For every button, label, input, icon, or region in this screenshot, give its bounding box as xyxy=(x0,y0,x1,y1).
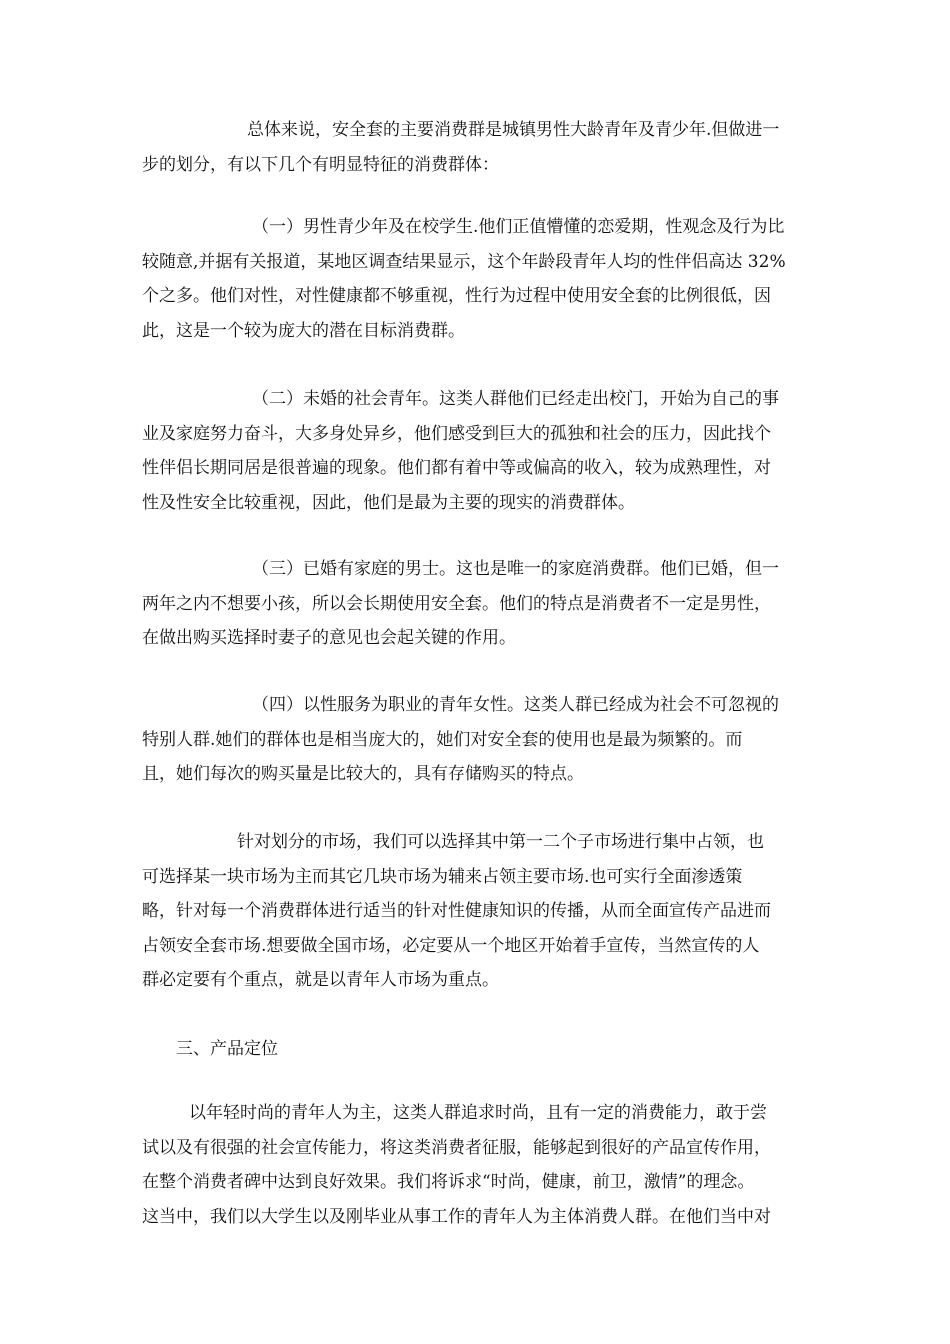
text-line: 以年轻时尚的青年人为主，这类人群追求时尚，且有一定的消费能力，敢于尝 xyxy=(189,1103,767,1123)
paragraph-segment-2 xyxy=(142,382,822,520)
paragraph-overview xyxy=(142,113,822,182)
text-line: 在做出购买选择时妻子的意见也会起关键的作用。 xyxy=(142,628,516,648)
text-line: 性及性安全比较重视，因此，他们是最为主要的现实的消费群体。 xyxy=(142,492,635,513)
text-line: （三）已婚有家庭的男士。这也是唯一的家庭消费群。他们已婚，但一 xyxy=(252,559,779,579)
text-line: 占领安全套市场.想要做全国市场，必定要从一个地区开始着手宣传，当然宣传的人 xyxy=(142,935,760,956)
text-line: （四）以性服务为职业的青年女性。这类人群已经成为社会不可忽视的 xyxy=(252,695,779,715)
text-line: 业及家庭努力奋斗，大多身处异乡，他们感受到巨大的孤独和社会的压力，因此找个 xyxy=(142,423,771,444)
paragraph-product-positioning xyxy=(142,1096,822,1234)
paragraph-segment-1 xyxy=(142,210,822,348)
text-line: 群必定要有个重点，就是以青年人市场为重点。 xyxy=(142,970,499,990)
paragraph-segment-4 xyxy=(142,688,822,792)
paragraph-market-strategy xyxy=(142,825,822,998)
text-line: 特别人群.她们的群体也是相当庞大的，她们对安全套的使用也是最为频繁的。而 xyxy=(142,729,743,750)
text-line: 较随意,并据有关报道，某地区调查结果显示，这个年龄段青年人均的性伴侣高达 32% xyxy=(142,251,786,272)
text-line: （一）男性青少年及在校学生.他们正值懵懂的恋爱期，性观念及行为比 xyxy=(252,217,785,237)
text-line: 这当中，我们以大学生以及刚毕业从事工作的青年人为主体消费人群。在他们当中对 xyxy=(142,1206,771,1227)
text-line: 试以及有很强的社会宣传能力，将这类消费者征服，能够起到很好的产品宣传作用， xyxy=(142,1137,771,1158)
section-heading: 三、产品定位 xyxy=(176,1039,278,1059)
text-line: 且，她们每次的购买量是比较大的，具有存储购买的特点。 xyxy=(142,764,584,784)
text-line: 步的划分，有以下几个有明显特征的消费群体： xyxy=(142,154,499,175)
text-line: 总体来说，安全套的主要消费群是城镇男性大龄青年及青少年.但做进一 xyxy=(247,120,780,140)
paragraph-segment-3 xyxy=(142,552,822,656)
text-line: 略，针对每一个消费群体进行适当的针对性健康知识的传播，从而全面宣传产品进而 xyxy=(142,901,771,921)
text-line: 个之多。他们对性，对性健康都不够重视，性行为过程中使用安全套的比例很低，因 xyxy=(142,286,771,306)
text-line: （二）未婚的社会青年。这类人群他们已经走出校门，开始为自己的事 xyxy=(252,389,779,409)
text-line: 可选择某一块市场为主而其它几块市场为辅来占领主要市场.也可实行全面渗透策 xyxy=(142,866,743,887)
text-line: 此，这是一个较为庞大的潜在目标消费群。 xyxy=(142,320,465,341)
text-line: 针对划分的市场，我们可以选择其中第一二个子市场进行集中占领，也 xyxy=(237,832,764,852)
text-line: 两年之内不想要小孩，所以会长期使用安全套。他们的特点是消费者不一定是男性， xyxy=(142,593,771,614)
text-line: 在整个消费者碑中达到良好效果。我们将诉求“时尚，健康，前卫，激情”的理念。 xyxy=(142,1172,755,1192)
text-line: 性伴侣长期同居是很普遍的现象。他们都有着中等或偏高的收入，较为成熟理性，对 xyxy=(142,458,771,478)
